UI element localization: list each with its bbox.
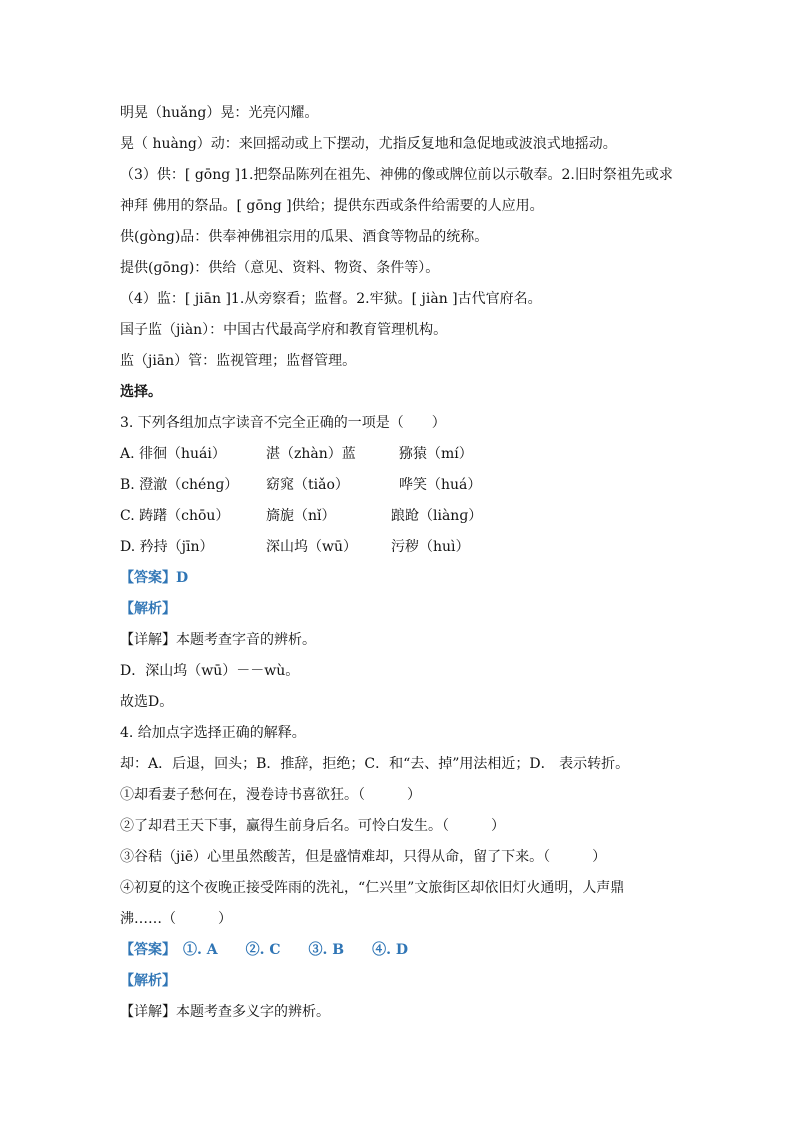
answer-label: 【答案】D xyxy=(120,570,189,586)
option-cell: 深山坞（wū） xyxy=(266,539,357,555)
text-line: （4）监：[ jiān ]1.从旁察看；监督。2.牢狱。[ jiàn ]古代官府名。 xyxy=(120,291,542,307)
option-cell: C. 踌躇（chōu） xyxy=(120,508,230,524)
text-line: 【详解】本题考查字音的辨析。 xyxy=(120,632,316,648)
text-line: 故选D。 xyxy=(120,694,174,710)
option-cell: B. 澄澈（chénɡ） xyxy=(120,477,239,493)
option-cell: 污秽（huì） xyxy=(391,539,470,555)
text-line: ③谷秸（jiē）心里虽然酸苦，但是盛情难却，只得从命，留了下来。（ ） xyxy=(120,849,607,865)
text-line: 明晃（huǎng）晃：光亮闪耀。 xyxy=(120,105,319,121)
analysis-label: 【解析】 xyxy=(120,973,176,989)
question-4: 4. 给加点字选择正确的解释。 xyxy=(120,725,306,741)
option-cell: 哗笑（huá） xyxy=(399,477,482,493)
option-row-d xyxy=(120,537,720,557)
text-line: 监（jiān）管：监视管理；监督管理。 xyxy=(120,353,357,369)
text-line: 提供(ɡōnɡ)：供给（意见、资料、物资、条件等）。 xyxy=(120,260,440,276)
text-line: 神拜 佛用的祭品。[ gōng ]供给；提供东西或条件给需要的人应用。 xyxy=(120,198,544,214)
section-heading: 选择。 xyxy=(120,384,162,400)
option-cell: 窈窕（tiǎo） xyxy=(266,477,349,493)
answer-label: 【答案】 ①. A ②. C ③. B ④. D xyxy=(120,942,408,958)
option-row-c xyxy=(120,506,720,526)
question-3: 3. 下列各组加点字读音不完全正确的一项是（ ） xyxy=(120,415,446,431)
text-line: ①却看妻子愁何在，漫卷诗书喜欲狂。（ ） xyxy=(120,787,421,803)
analysis-label: 【解析】 xyxy=(120,601,176,617)
text-line: （3）供：[ gōng ]1.把祭品陈列在祖先、神佛的像或牌位前以示敬奉。2.旧时祭祖先或求 xyxy=(120,167,673,183)
text-line: 【详解】本题考查多义字的辨析。 xyxy=(120,1004,330,1020)
text-line: ②了却君王天下事，赢得生前身后名。可怜白发生。（ ） xyxy=(120,818,505,834)
text-line: ④初夏的这个夜晚正接受阵雨的洗礼，“仁兴里”文旅街区却依旧灯火通明，人声鼎 xyxy=(120,880,625,896)
text-line: D．深山坞（wū）－－wù。 xyxy=(120,663,300,679)
option-cell: 旖旎（nǐ） xyxy=(266,508,336,524)
option-cell: A. 徘徊（huái） xyxy=(120,446,226,462)
option-cell: 湛（zhàn）蓝 xyxy=(266,446,356,462)
option-row-a xyxy=(120,444,720,464)
text-line: 供(ɡònɡ)品：供奉神佛祖宗用的瓜果、酒食等物品的统称。 xyxy=(120,229,489,245)
option-row-b xyxy=(120,475,720,495)
text-line: 晃（ huàng）动：来回摇动或上下摆动，尤指反复地和急促地或波浪式地摇动。 xyxy=(120,136,617,152)
text-line: 却：A．后退，回头；B．推辞，拒绝；C．和“去、掉”用法相近；D． 表示转折。 xyxy=(120,756,630,772)
text-line: 沸……（ ） xyxy=(120,911,232,927)
option-cell: D. 矜持（jīn） xyxy=(120,539,214,555)
option-cell: 踉跄（liànɡ） xyxy=(391,508,483,524)
option-cell: 猕猿（mí） xyxy=(399,446,473,462)
text-line: 国子监（jiàn）：中国古代最高学府和教育管理机构。 xyxy=(120,322,448,338)
